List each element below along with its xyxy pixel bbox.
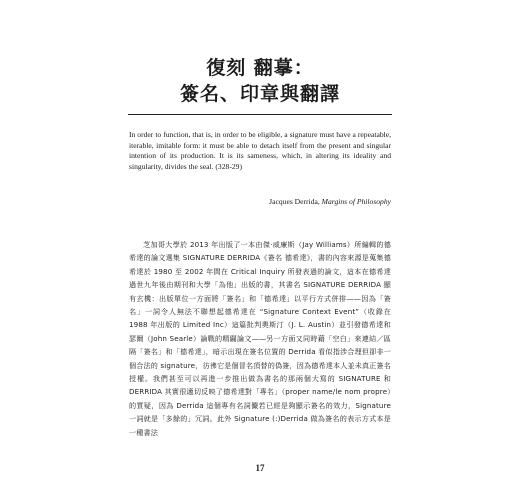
chapter-title-line-2: 簽名、印章與翻譯 [179,83,340,105]
epigraph-work-title: Margins of Philosophy [321,197,391,206]
chapter-title [0,56,520,106]
epigraph-quote: In order to function, that is, in order to be eligible, a signature must have a repeatable, iterable, imitable form: it must be able to detach itself from the present and singular intention of its production. It is its sameness, which, in altering its ideality and singularity, divides the seal. (328-29) [129,130,391,171]
body-paragraph-text: 芝加哥大學於 2013 年出版了一本由傑·威廉斯（Jay Williams）所編輯的德希達的論文選集 SIGNATURE DERRIDA《簽名 德希達》，書的內容來源是蒐集德希達於 1980 至 2002 年間在 Critical Inquiry 所發表過的論文，這本在德希達過世九年後由期刊和大學「為他」出版的書，其書名 SIGNATURE DERRIDA 顯有玄機：出版單位一方面將「簽名」和「德希達」以平行方式併排——因為「簽名」一詞令人無法不聯想起德希達在 “Signature Context Event”（收錄在 1988 年出版的 Limited Inc）這篇批判奧斯汀（J. L. Austin）並引發德希達和瑟爾（John Searle）論戰的精闢論文——另一方面又同時藉「空白」來連結／區隔「簽名」和「德希達」，暗示出現在簽名位置的 Derrida 看似指涉合理但卻非一個合法的 signature，彷彿它是個冒名頂替的偽簽，因為德希達本人並未真正簽名授權。我們甚至可以再進一步推出做為書名的那兩個大寫的 SIGNATURE 和 DERRIDA 其實很適切反映了德希達對「專名」（proper name/le nom propre）的質疑，因為 Derrida 這個專有名詞儼若已經是夠顯示簽名的效力，Signature 一詞就是「多餘的」冗詞。此外 Signature (:)Derrida 做為簽名的表示方式本是一種書法 [129,240,391,437]
body-paragraph [129,238,391,439]
chapter-title-line-1: 復刻 翻摹： [206,57,314,79]
title-divider [128,114,392,115]
epigraph-attribution [129,197,391,207]
page-number: 17 [255,463,265,473]
epigraph-author: Jacques Derrida, [269,197,320,206]
